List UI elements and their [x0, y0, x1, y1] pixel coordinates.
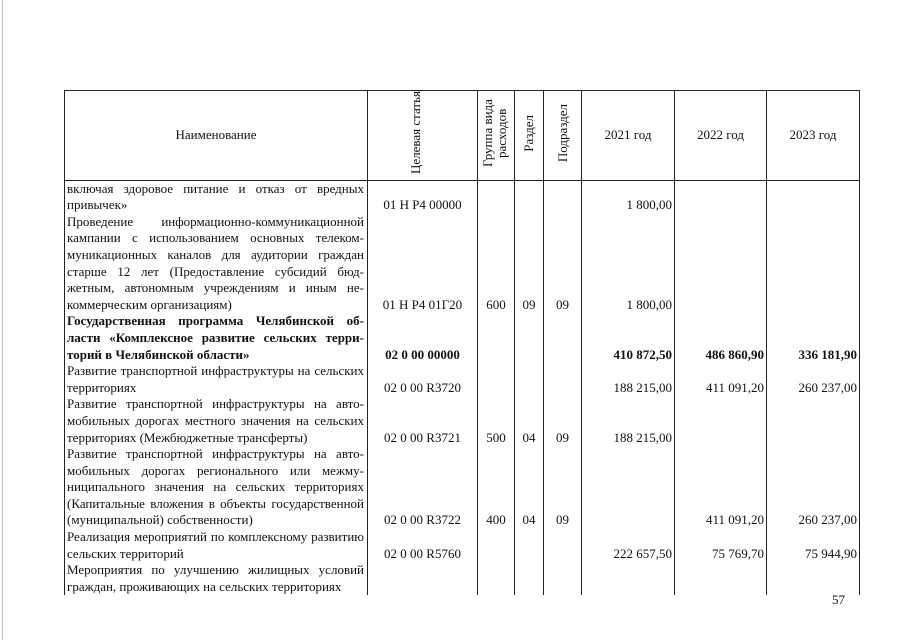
- row-name: Мероприятия по улучшению жилищных условий граждан, проживающих на сельских территориях: [65, 562, 368, 595]
- table-header-row: [65, 91, 860, 181]
- row-2023: [767, 214, 860, 314]
- row-expense-group: [478, 562, 515, 595]
- row-name: включая здоровое питание и отказ от вредных привычек»: [65, 180, 368, 214]
- budget-table: [64, 90, 860, 595]
- row-2021: 1 800,00: [582, 214, 675, 314]
- row-target-article: 01 Н Р4 01Г20: [368, 214, 478, 314]
- row-target-article: [368, 562, 478, 595]
- row-2022: 411 091,20: [675, 446, 767, 529]
- header-2023: 2023 год: [767, 91, 860, 181]
- row-target-article: 02 0 00 R3720: [368, 363, 478, 396]
- row-section: [515, 180, 544, 214]
- header-2022: 2022 год: [675, 91, 767, 181]
- row-target-article: 02 0 00 R3722: [368, 446, 478, 529]
- row-section: 04: [515, 446, 544, 529]
- row-target-article: 01 Н Р4 00000: [368, 180, 478, 214]
- row-name: Развитие транспортной инфраструктуры на автомобильных дорогах регионального или межмуниципального значения на сельских территориях (Капитальные вложения в объекты государственной (муниципальной) собственности): [65, 446, 368, 529]
- table-row: [65, 446, 860, 529]
- row-2023: 75 944,90: [767, 529, 860, 562]
- row-2022: 486 860,90: [675, 313, 767, 363]
- row-subsection: 09: [544, 446, 582, 529]
- page-number: 57: [832, 592, 845, 607]
- row-expense-group: 500: [478, 396, 515, 446]
- row-2022: [675, 214, 767, 314]
- header-name: Наименование: [65, 91, 368, 181]
- row-subsection: 09: [544, 214, 582, 314]
- row-expense-group: [478, 313, 515, 363]
- row-2021: 410 872,50: [582, 313, 675, 363]
- row-name: Развитие транспортной инфраструктуры на автомобильных дорогах местного значения на сельских территориях (Межбюджетные трансферты): [65, 396, 368, 446]
- header-2021: 2021 год: [582, 91, 675, 181]
- row-name: Проведение информационно-коммуникационной кампании с использованием основных телекоммуникационных каналов для аудитории граждан старше 12 лет (Предоставление субсидий бюджетным, автономным учреждениям и иным некоммерческим организациям): [65, 214, 368, 314]
- row-2022: 75 769,70: [675, 529, 767, 562]
- row-expense-group: 400: [478, 446, 515, 529]
- table-row: [65, 363, 860, 396]
- row-2022: [675, 396, 767, 446]
- row-expense-group: [478, 529, 515, 562]
- row-section: 04: [515, 396, 544, 446]
- row-name: Реализация мероприятий по комплексному развитию сельских территорий: [65, 529, 368, 562]
- row-2022: [675, 562, 767, 595]
- table-row: [65, 214, 860, 314]
- table-row: [65, 180, 860, 214]
- header-subsection: Подраздел: [544, 91, 582, 181]
- row-name: Развитие транспортной инфраструктуры на сельских территориях: [65, 363, 368, 396]
- row-section: 09: [515, 214, 544, 314]
- row-2023: [767, 180, 860, 214]
- row-section: [515, 562, 544, 595]
- header-expense-group: Группа вида расходов: [478, 91, 515, 181]
- row-2021: [582, 562, 675, 595]
- row-2021: 1 800,00: [582, 180, 675, 214]
- row-2023: [767, 396, 860, 446]
- row-2021: 188 215,00: [582, 363, 675, 396]
- row-subsection: 09: [544, 396, 582, 446]
- row-2021: 222 657,50: [582, 529, 675, 562]
- table-row: [65, 529, 860, 562]
- row-expense-group: [478, 363, 515, 396]
- row-expense-group: [478, 180, 515, 214]
- row-subsection: [544, 180, 582, 214]
- row-2023: [767, 562, 860, 595]
- row-section: [515, 363, 544, 396]
- page-edge-line: [2, 0, 3, 640]
- row-subsection: [544, 313, 582, 363]
- row-subsection: [544, 562, 582, 595]
- row-2021: 188 215,00: [582, 396, 675, 446]
- table-row: [65, 313, 860, 363]
- row-section: [515, 313, 544, 363]
- row-target-article: 02 0 00 00000: [368, 313, 478, 363]
- row-2022: 411 091,20: [675, 363, 767, 396]
- table-row: [65, 562, 860, 595]
- header-target-article: Целевая статья: [368, 91, 478, 181]
- row-subsection: [544, 363, 582, 396]
- row-2023: 260 237,00: [767, 446, 860, 529]
- header-section: Раздел: [515, 91, 544, 181]
- table-row: [65, 396, 860, 446]
- row-2021: [582, 446, 675, 529]
- row-subsection: [544, 529, 582, 562]
- row-target-article: 02 0 00 R5760: [368, 529, 478, 562]
- row-target-article: 02 0 00 R3721: [368, 396, 478, 446]
- row-2023: 336 181,90: [767, 313, 860, 363]
- row-expense-group: 600: [478, 214, 515, 314]
- row-2023: 260 237,00: [767, 363, 860, 396]
- row-section: [515, 529, 544, 562]
- row-2022: [675, 180, 767, 214]
- row-name: Государственная программа Челябинской области «Комплексное развитие сельских территорий в Челябинской области»: [65, 313, 368, 363]
